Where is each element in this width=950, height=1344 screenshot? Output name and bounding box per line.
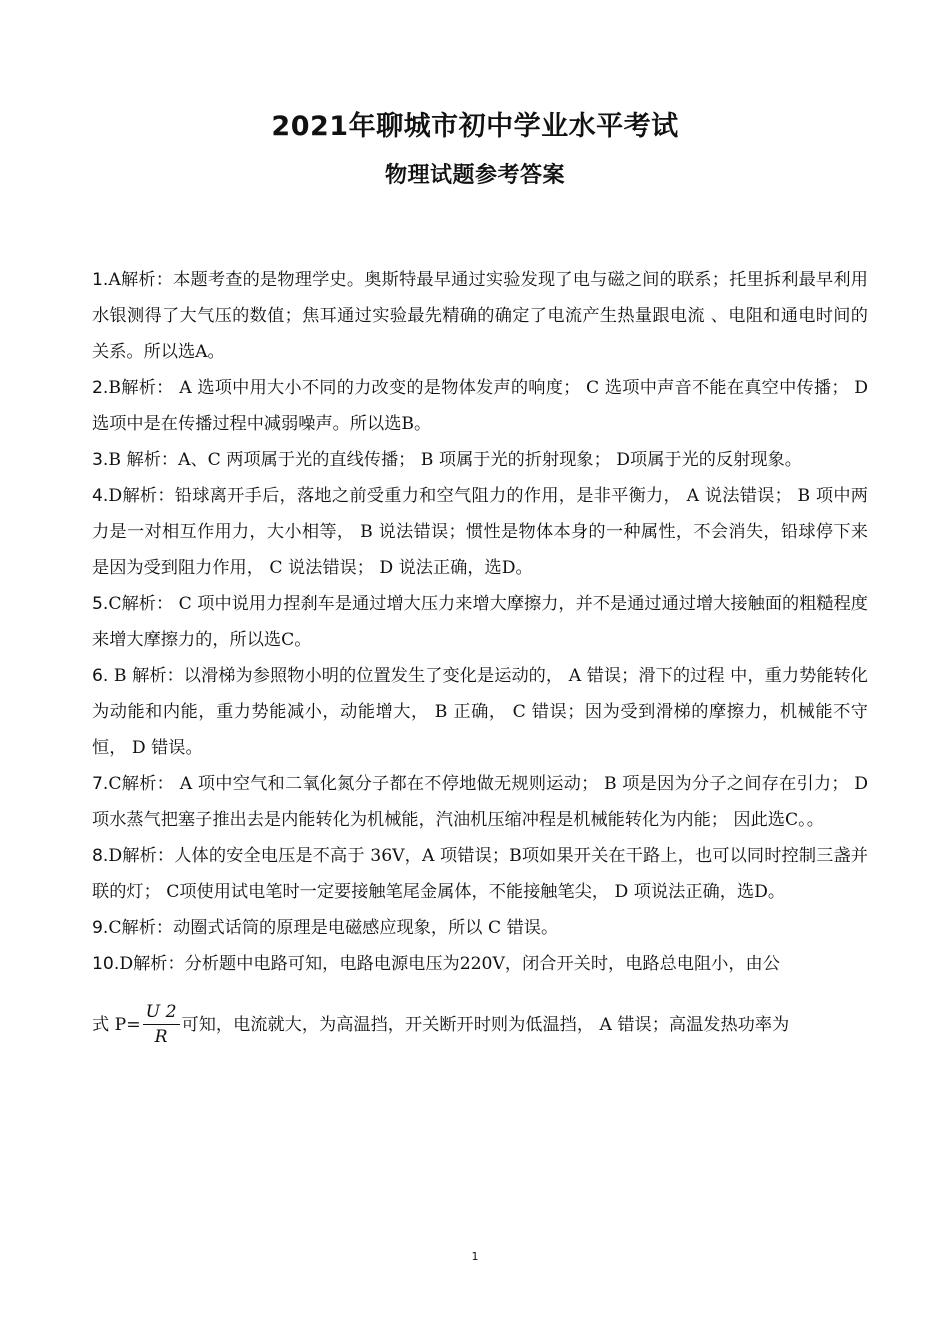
fraction-numerator: U 2	[143, 1000, 180, 1025]
answer-text: B解析： A 选项中用大小不同的力改变的是物体发声的响度； C 选项中声音不能在真空中传播； D选项中是在传播过程中减弱噪声。所以选B。	[92, 378, 868, 434]
answer-text: C解析：动圈式话筒的原理是电磁感应现象，所以 C 错误。	[108, 918, 559, 938]
answer-item-2	[92, 370, 868, 442]
answer-item-7	[92, 766, 868, 838]
answer-number: 10.	[92, 954, 120, 974]
answer-number: 2.	[92, 378, 109, 398]
formula-prefix: 式 P=	[92, 1014, 141, 1035]
answer-number: 3.	[92, 450, 109, 470]
page-title: 2021年聊城市初中学业水平考试	[271, 111, 679, 142]
answer-text: C解析： A 项中空气和二氧化氮分子都在不停地做无规则运动； B 项是因为分子之间存在引力； D 项水蒸气把塞子推出去是内能转化为机械能，汽油机压缩冲程是机械能转化为内能； 因此选C。。	[92, 774, 868, 830]
answer-text: B 解析：A、C 两项属于光的直线传播； B 项属于光的折射现象； D项属于光的反射现象。	[108, 450, 802, 470]
answer-number: 7.	[92, 774, 109, 794]
page-number: 1	[471, 1250, 479, 1263]
answer-number: 6.	[92, 666, 109, 686]
answer-number: 8.	[92, 846, 109, 866]
answer-number: 9.	[92, 918, 109, 938]
answer-text: D解析：铅球离开手后，落地之前受重力和空气阻力的作用，是非平衡力， A 说法错误； B 项中两力是一对相互作用力，大小相等， B 说法错误；惯性是物体本身的一种属性，不会消失，铅球停下来是因为受到阻力作用， C 说法错误； D 说法正确，选D。	[92, 486, 868, 578]
answer-text: C解析： C 项中说用力捏刹车是通过增大压力来增大摩擦力，并不是通过通过增大接触面的粗糙程度来增大摩擦力的，所以选C。	[92, 594, 868, 650]
answer-item-6	[92, 658, 868, 766]
answer-item-10	[92, 946, 868, 982]
answer-item-8	[92, 838, 868, 910]
answer-item-3	[92, 442, 868, 478]
answer-number: 4.	[92, 486, 109, 506]
answer-text: B 解析：以滑梯为参照物小明的位置发生了变化是运动的， A 错误；滑下的过程 中，重力势能转化为动能和内能，重力势能减小，动能增大， B 正确， C 错误；因为受到滑梯的摩擦力，机械能不守恒， D 错误。	[92, 666, 868, 758]
page-subtitle: 物理试题参考答案	[384, 163, 565, 188]
answer-number: 1.	[92, 270, 109, 290]
formula-line	[92, 1000, 868, 1049]
answer-item-4	[92, 478, 868, 586]
formula-suffix: 可知，电流就大，为高温挡，开关断开时则为低温挡， A 错误；高温发热功率为	[181, 1014, 790, 1035]
answer-text: D解析：分析题中电路可知，电路电源电压为220V，闭合开关时，电路总电阻小，由公	[119, 954, 780, 974]
answer-text: D解析：人体的安全电压是不高于 36V，A 项错误；B项如果开关在干路上，也可以同时控制三盏并联的灯； C项使用试电笔时一定要接触笔尾金属体，不能接触笔尖， D 项说法正确，选D。	[92, 846, 868, 902]
answer-item-5	[92, 586, 868, 658]
fraction-denominator: R	[154, 1027, 168, 1047]
power-formula-fraction	[143, 1000, 180, 1049]
answer-item-9	[92, 910, 868, 946]
answer-text: A解析：本题考查的是物理学史。奥斯特最早通过实验发现了电与磁之间的联系；托里拆利最早利用水银测得了大气压的数值；焦耳通过实验最先精确的确定了电流产生热量跟电流 、电阻和通电时间的关系。所以选A。	[92, 270, 868, 362]
answer-item-1	[92, 262, 868, 370]
answer-number: 5.	[92, 594, 109, 614]
answer-list	[92, 262, 868, 1049]
